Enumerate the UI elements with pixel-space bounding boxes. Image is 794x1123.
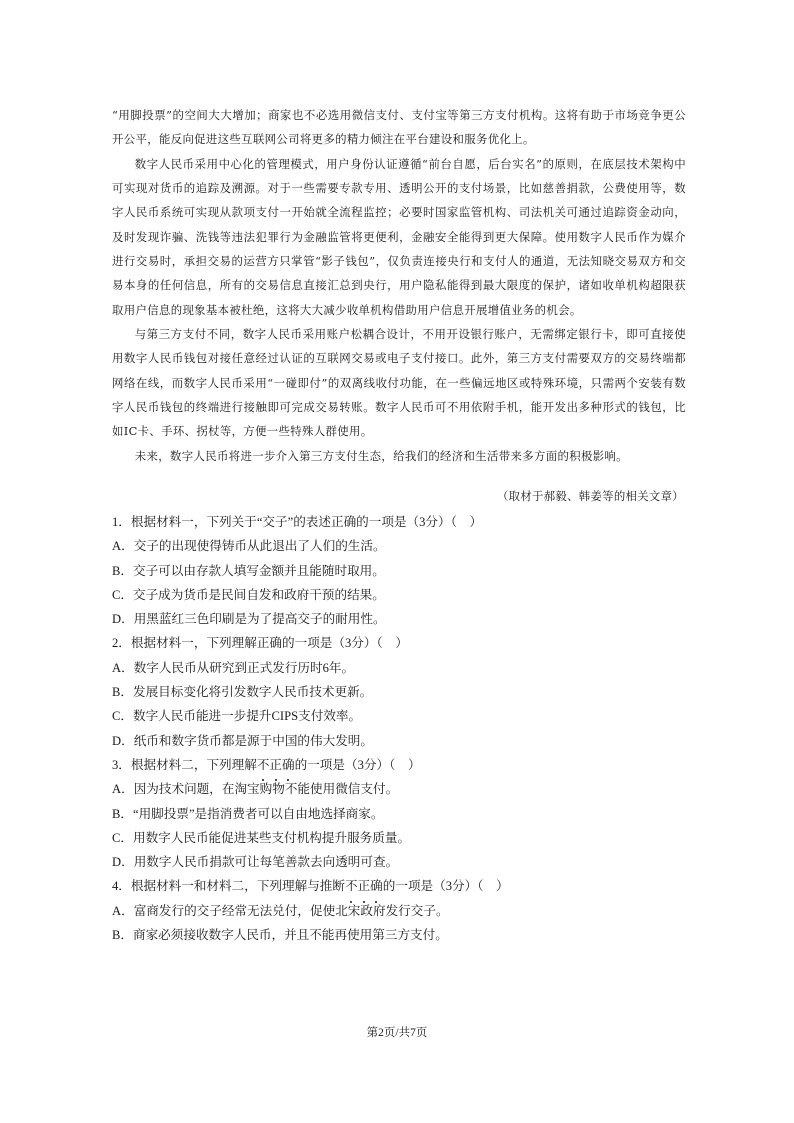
question-1-option-c: C．交子成为货币是民间自发和政府干预的结果。 xyxy=(112,587,385,602)
question-1-option-d: D．用黑蓝红三色印刷是为了提高交子的耐用性。 xyxy=(112,612,386,627)
passage-paragraph-3: 与第三方支付不同，数字人民币采用账户松耦合设计，不用开设银行账户，无需绑定银行卡，即可直接使用数字人民币钱包对接任意经过认证的互联网交易或电子支付接口。此外，第三方支付需要双方的交易终端都网络在线，而数字人民币采用“一碰即付”的双离线收付功能，在一些偏远地区或特殊环境，只需两个安装有数字人民币钱包的终端进行接触即可完成交易转账。数字人民币可不用依附手机，能开发出多种形式的钱包，比如IC卡、手环、拐杖等，方便一些特殊人群使用。 xyxy=(112,327,686,439)
question-2-option-b: B．发展目标变化将引发数字人民币技术更新。 xyxy=(112,685,373,700)
question-4-option-b: B．商家必须接收数字人民币，并且不能再使用第三方支付。 xyxy=(112,928,448,943)
passage-paragraph-2: 数字人民币采用中心化的管理模式，用户身份认证遵循“前台自愿，后台实名”的原则，在底层技术架构中可实现对货币的追踪及溯源。对于一些需要专款专用、透明公开的支付场景，比如慈善捐款，公费使用等，数字人民币系统可实现从款项支付一开始就全流程监控；必要时国家监管机构、司法机关可通过追踪资金动向，及时发现诈骗、洗钱等违法犯罪行为金融监管将更便利，金融安全能得到更大保障。使用数字人民币作为媒介进行交易时，承担交易的运营方只掌管“影子钱包”，仅负责连接央行和支付人的通道，无法知晓交易双方和交易本身的任何信息，所有的交易信息直接汇总到央行，用户隐私能得到最大限度的保护，诸如收单机构超限获取用户信息的现象基本被杜绝，这将大大减少收单机构借助用户信息开展增值业务的机会。 xyxy=(112,156,686,317)
passage-paragraph-1: “用脚投票”的空间大大增加；商家也不必选用微信支付、支付宝等第三方支付机构。这将有助于市场竞争更公开公平，能反向促进这些互联网公司将更多的精力倾注在平台建设和服务优化上。 xyxy=(112,108,686,147)
question-3-stem-start: 3．根据材料二，下列理解 xyxy=(112,757,257,772)
question-1-option-b: B．交子可以由存款人填写金额并且能随时取用。 xyxy=(112,563,385,578)
question-2-stem: 2．根据材料一，下列理解正确的一项是（3分）（ ） xyxy=(112,636,408,651)
question-3-option-c: C．用数字人民币能促进某些支付机构提升服务质量。 xyxy=(112,830,411,845)
emphasis-char: 正 xyxy=(269,753,282,777)
question-3-option-d: D．用数字人民币捐款可让每笔善款去向透明可查。 xyxy=(112,855,399,870)
emphasis-char: 确 xyxy=(282,753,295,777)
question-list xyxy=(112,510,686,947)
question-2-option-c: C．数字人民币能进一步提升CIPS支付效率。 xyxy=(112,709,362,724)
question-4-stem-end: 的一项是（3分）（ ） xyxy=(382,879,509,894)
emphasis-char: 不 xyxy=(257,753,270,777)
emphasis-char: 正 xyxy=(358,874,371,898)
question-2-option-d: D．纸币和数字货币都是源于中国的伟大发明。 xyxy=(112,733,373,748)
question-1-stem: 1．根据材料一，下列关于“交子”的表述正确的一项是（3分）（ ） xyxy=(112,515,483,529)
question-4-stem xyxy=(112,874,686,898)
question-3-option-b: B．“用脚投票”是指消费者可以自由地选择商家。 xyxy=(112,806,384,821)
emphasis-char: 不 xyxy=(345,874,358,898)
question-3-option-a: A．因为技术问题，在淘宝购物不能使用微信支付。 xyxy=(112,782,399,797)
passage-paragraph-4: 未来，数字人民币将进一步介入第三方支付生态，给我们的经济和生活带来多方面的积极影响。 xyxy=(134,448,628,463)
question-3-stem xyxy=(112,753,686,777)
question-1-option-a: A．交子的出现使得铸币从此退出了人们的生活。 xyxy=(112,539,386,554)
passage-source: （取材于郝毅、韩姜等的相关文章） xyxy=(496,489,684,503)
question-2-option-a: A．数字人民币从研究到正式发行历时6年。 xyxy=(112,660,355,675)
page-number: 第2页/共7页 xyxy=(366,1027,428,1039)
reading-passage xyxy=(112,103,686,468)
question-3-stem-end: 的一项是（3分）（ ） xyxy=(294,757,421,772)
question-4-option-a: A．富商发行的交子经常无法兑付，促使北宋政府发行交子。 xyxy=(112,903,449,918)
emphasis-char: 确 xyxy=(370,874,383,898)
question-4-stem-start: 4．根据材料一和材料二，下列理解与推断 xyxy=(112,879,345,894)
